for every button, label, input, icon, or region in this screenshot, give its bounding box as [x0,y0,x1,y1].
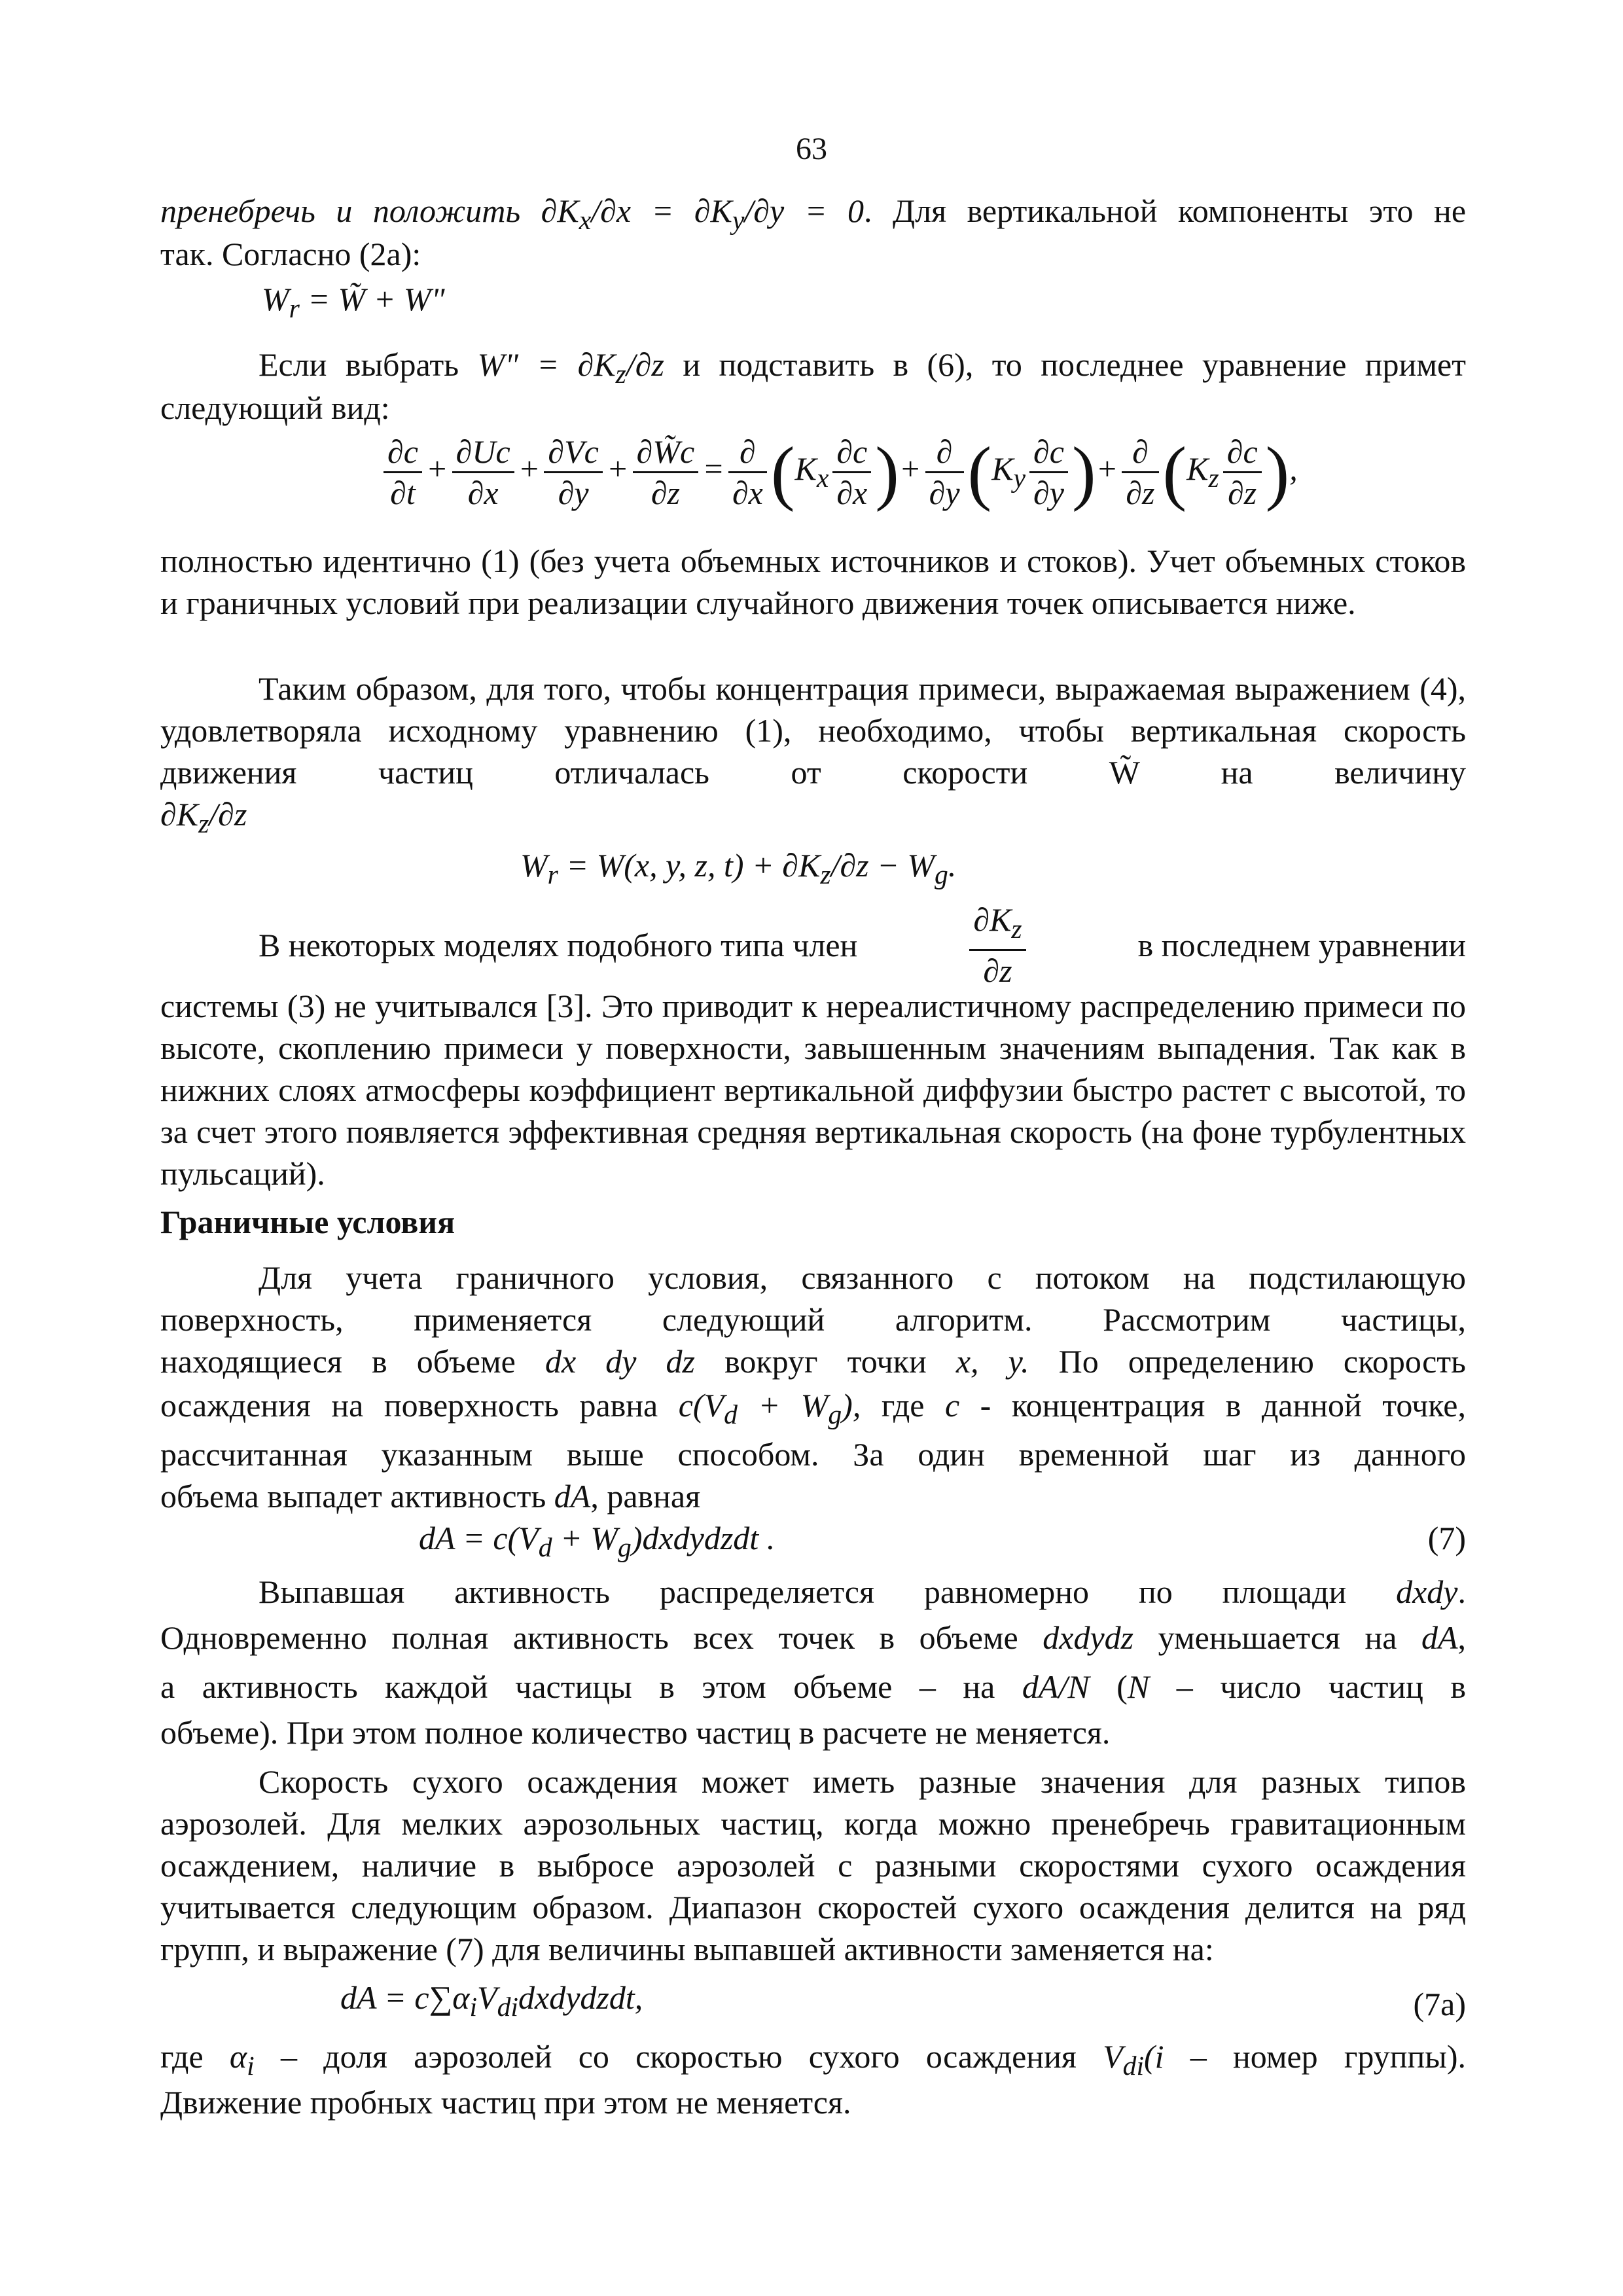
diffusion-equation: $\frac{\partial c}{\partial t}$ + $\frac{\partial Uc}{\partial x}$ + $\frac{\partial Vc}{\partial y}$ + $\frac{\partial W̃c}{\partial z}$ = $\frac{\partial}{\partial x}$ ($K_x$ $\frac{\partial c}{\partial x}$ )+ $\frac{\partial}{\partial y}$ ($K_y$ $\frac{\partial c}{\partial y}$ )+ $\frac{\partial}{\partial z}$ ($K_z$ $\frac{\partial c}{\partial z}$ ), [380,432,1298,512]
fraction [925,432,964,512]
denominator: ∂z [1228,475,1257,511]
paragraph-5-line-1 [160,900,1466,990]
paragraph-6-line-4 [160,1384,1466,1436]
denominator: ∂x [836,475,868,511]
denominator: ∂z [983,952,1012,989]
text-run: c(V [678,1387,724,1424]
paragraph-4-tail [160,793,1466,845]
equation-wr-full [520,844,956,896]
paragraph-6-line-6 [160,1475,1466,1517]
equation-7 [419,1517,775,1569]
text-run: ( [1089,1668,1128,1705]
subscript: di [497,1992,518,2022]
numerator: ∂c [383,432,422,473]
eq-text: = W(x, y, z, t) + ∂K [558,847,821,884]
paragraph-6-line-3 [160,1340,1466,1382]
paragraph-7-line-2 [160,1617,1466,1659]
text-run: и подставить в (6), то последнее уравнение примет [664,346,1466,383]
text-run: где [861,1387,945,1424]
eq-text: . [948,847,957,884]
text-run: находящиеся в объеме [160,1343,545,1380]
text-run: α [229,2038,247,2075]
subscript: d [724,1400,738,1430]
numerator: ∂ [728,432,767,473]
denominator: ∂y [558,475,589,511]
fraction [1223,432,1262,512]
text-run: объема выпадет активность [160,1478,554,1515]
equation-wr [262,278,445,330]
text-run: Выпавшая активность распределяется равномерно по площади [259,1573,1397,1610]
eq-text: W [262,281,289,317]
text-run: пренебречь и положить ∂K [160,192,579,229]
numerator: ∂ [1122,432,1158,473]
text-run: dA/N [1022,1668,1090,1705]
text-run: В некоторых моделях подобного типа член [259,927,858,963]
text-run: (i [1144,2038,1164,2075]
page-number: 63 [796,132,827,166]
text-run: /∂y = 0 [744,192,864,229]
text-run: dxdydz [1043,1619,1134,1656]
paragraph-7-line-3 [160,1666,1466,1708]
subscript: z [1011,914,1022,944]
subscript: g [828,1400,842,1430]
eq-text: dA = c(V [419,1520,539,1556]
text-run: c [944,1387,960,1424]
denominator: ∂x [732,475,763,511]
denominator: ∂z [651,475,680,511]
text-run: ), [842,1387,861,1424]
text-run: – число частиц в [1149,1668,1466,1705]
text-run: /∂z [626,346,664,383]
coef: K [794,450,817,487]
fraction [969,900,1026,990]
numerator: ∂Uc [452,432,514,473]
fraction [832,432,871,512]
paragraph-3: полностью идентично (1) (без учета объемных источников и стоков). Учет объемных стоков и граничных условий при реализации случайного движения точек описывается ниже. [160,543,1466,621]
fraction [1029,432,1068,512]
text-run: – номер группы). [1164,2038,1467,2075]
text-run: , равная [590,1478,701,1515]
denominator: ∂t [390,475,416,511]
paragraph-9-line-1 [160,2036,1466,2087]
denominator: ∂y [1033,475,1064,511]
numerator [969,900,1026,951]
text-run: , [1457,1619,1466,1656]
text-run: ∂K [160,796,199,833]
subscript: di [1122,2051,1145,2081]
text-run: – доля аэрозолей со скоростью сухого осаждения [254,2038,1103,2075]
subscript: i [469,1992,478,2022]
eq-text: V [477,1979,497,2016]
subscript: z [198,809,209,839]
subscript: g [617,1533,632,1563]
paragraph-6-line-1: Для учета граничного условия, связанного с потоком на подстилающую [259,1259,1466,1296]
equation-7a [340,1977,643,2028]
numerator: ∂c [832,432,871,473]
text-run: осаждения на поверхность равна [160,1387,679,1424]
coef: K [1186,450,1209,487]
eq-text: dxdydzdt, [518,1979,643,2016]
coef: K [991,450,1014,487]
paragraph-6-line-5: рассчитанная указанным выше способом. За один временной шаг из данного [160,1436,1466,1473]
denominator: ∂x [467,475,499,511]
paragraph-7-line-1 [160,1571,1466,1613]
eq-text: )dxdydzdt . [631,1520,776,1556]
subscript: y [1013,463,1026,493]
text-run: /∂z [209,796,247,833]
text-run: dx dy dz [544,1343,695,1380]
text-run: /∂x = ∂K [591,192,732,229]
fraction [452,432,514,512]
numerator: ∂W̃c [633,432,699,473]
eq-text: = W̃ + W" [299,281,445,317]
numerator: ∂ [925,432,964,473]
text-run: вокруг точки [695,1343,956,1380]
subscript: i [247,2051,255,2081]
paragraph-5: системы (3) не учитывался [3]. Это приводит к нереалистичному распределению примеси по высоте, скоплению примеси у поверхности, завышенным значениям выпадения. Так как в нижних слоях атмосферы коэффициент вертикальной диффузии быстро растет с высотой, то за счет этого появляется эффективная средняя вертикальная скорость (на фоне турбулентных пульсаций). [160,988,1466,1192]
text-run: . Для вертикальной компоненты это не [863,192,1467,229]
paragraph-6-line-2: поверхность, применяется следующий алгоритм. Рассмотрим частицы, [160,1301,1466,1338]
paragraph-9-line-2: Движение пробных частиц при этом не меняется. [160,2084,851,2121]
numerator: ∂c [1029,432,1068,473]
text-run: + W [737,1387,829,1424]
fraction [633,432,699,512]
subscript: x [579,206,592,236]
subscript: d [538,1533,552,1563]
subscript: z [820,860,831,890]
text-run: Одновременно полная активность всех точек в объеме [160,1619,1043,1656]
eq-text: /∂z − W [830,847,935,884]
text-run: уменьшается на [1133,1619,1421,1656]
denominator: ∂y [929,475,960,511]
paragraph-2-line-2: следующий вид: [160,389,390,426]
paragraph-7-line-4: объеме). При этом полное количество частиц в расчете не меняется. [160,1714,1111,1751]
eq-text: dA = c∑α [340,1979,470,2016]
paragraph-4: Таким образом, для того, чтобы концентрация примеси, выражаемая выражением (4), удовлетворяла исходному уравнению (1), необходимо, чтобы вертикальная скорость движения частиц отличалась от скорости W̃ на величину [160,670,1466,791]
equation-7-number: (7) [1427,1520,1466,1556]
numerator: ∂c [1223,432,1262,473]
fraction [383,432,422,512]
text-run: а активность каждой частицы в этом объеме – на [160,1668,1022,1705]
text-run: - концентрация в данной точке, [959,1387,1467,1424]
paragraph-1-line-2: так. Согласно (2а): [160,236,421,272]
subscript: y [732,206,745,236]
text-run: dA [1421,1619,1458,1656]
text-run: . [1457,1573,1466,1610]
fraction [1122,432,1158,512]
text-run: где [160,2038,230,2075]
text-run: N [1127,1668,1150,1705]
equation-7a-number: (7а) [1413,1986,1466,2022]
subscript: z [1208,463,1219,493]
text-run: в последнем уравнении [1137,927,1466,963]
fraction [728,432,767,512]
subscript: g [935,860,948,890]
text-run: ∂K [973,901,1012,938]
subscript: x [816,463,829,493]
section-heading: Граничные условия [160,1204,455,1240]
text-run: dxdy [1396,1573,1458,1610]
denominator: ∂z [1126,475,1155,511]
text-run: W" = ∂K [477,346,616,383]
text-run: V [1103,2038,1123,2075]
text-run: dA [554,1478,591,1515]
numerator: ∂Vc [544,432,602,473]
eq-text: + W [552,1520,618,1556]
subscript: r [547,860,558,890]
text-run: x, y. [955,1343,1029,1380]
eq-text: W [520,847,548,884]
paragraph-8: Скорость сухого осаждения может иметь разные значения для разных типов аэрозолей. Для мелких аэрозольных частиц, когда можно пренебречь гравитационным осаждением, наличие в выбросе аэрозолей с разными скоростями сухого осаждения учитывается следующим образом. Диапазон скоростей сухого осаждения делится на ряд групп, и выражение (7) для величины выпавшей активности заменяется на: [160,1763,1466,1967]
text-run: По определению скорость [1029,1343,1466,1380]
subscript: r [289,294,300,324]
text-run: Если выбрать [259,346,478,383]
subscript: z [615,359,626,389]
fraction [544,432,602,512]
